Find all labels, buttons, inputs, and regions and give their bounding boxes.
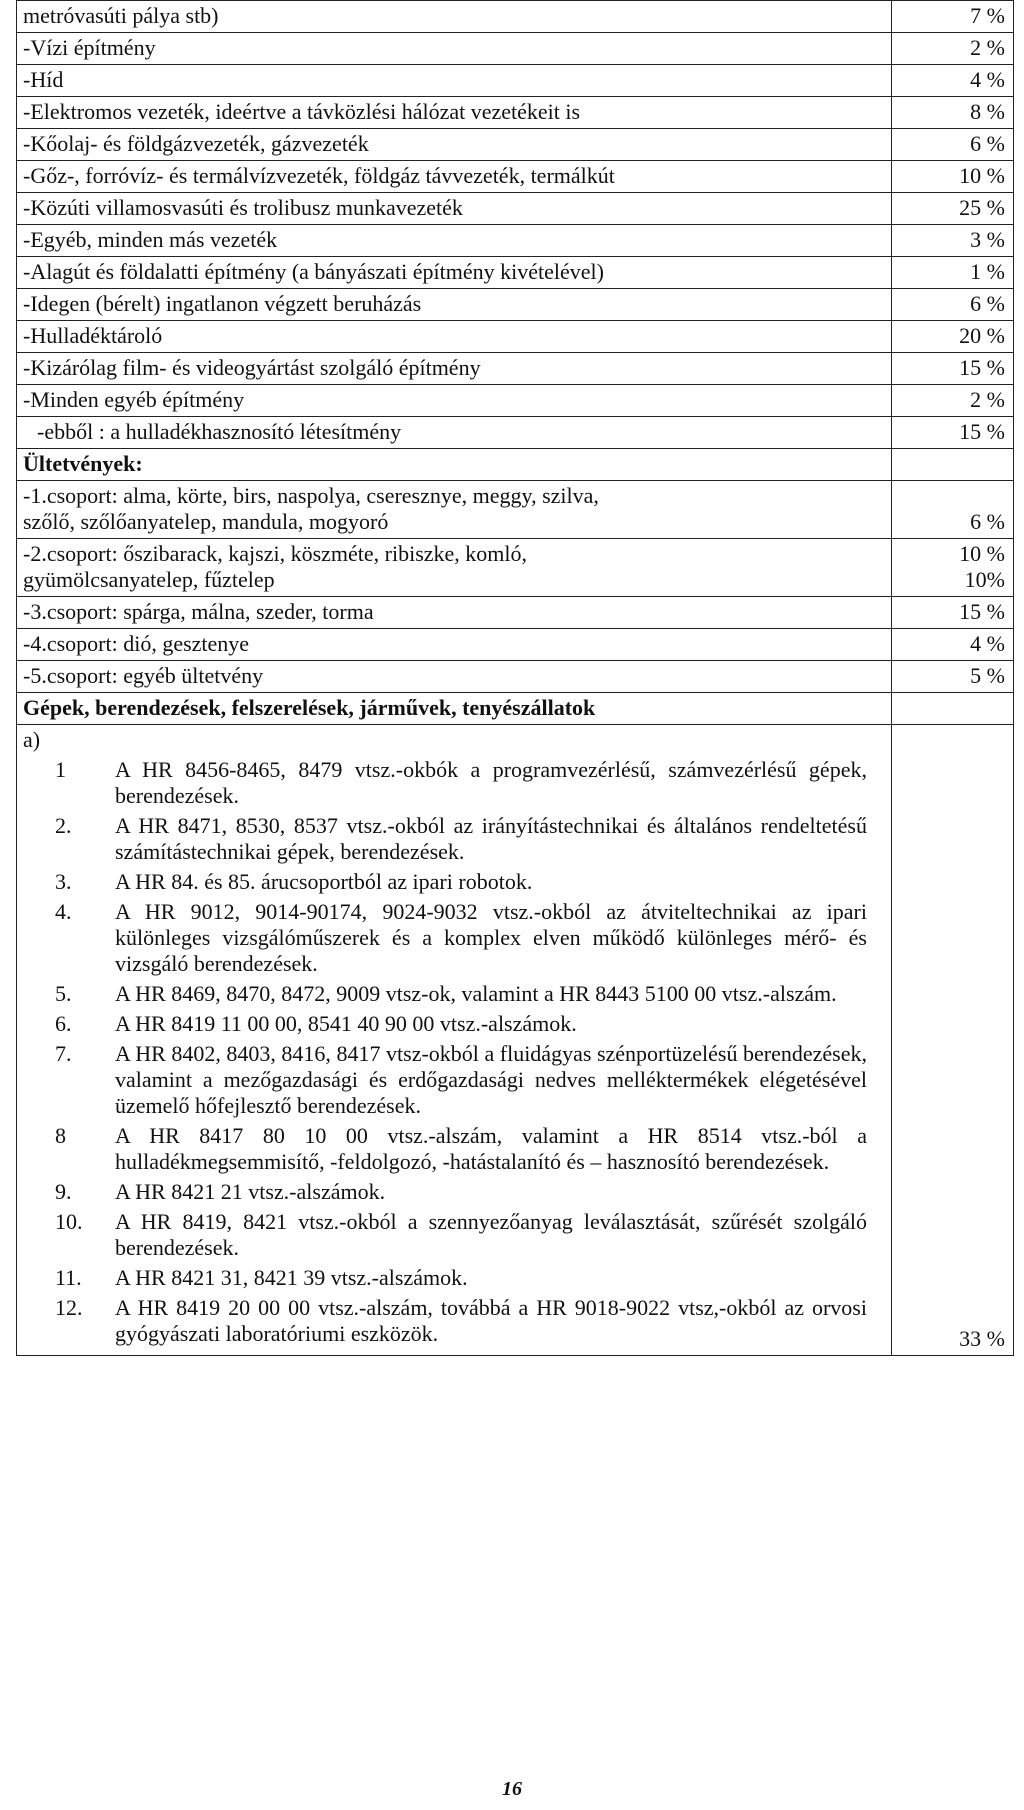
plantations-heading: Ültetvények:: [17, 449, 892, 481]
item-number: 7.: [55, 1041, 72, 1066]
item-number: 1: [55, 757, 66, 782]
list-item: [23, 1011, 869, 1037]
row-rate: 8 %: [891, 97, 1013, 129]
item-text: A HR 8469, 8470, 8472, 9009 vtsz-ok, valamint a HR 8443 5100 00 vtsz.-alszám.: [115, 981, 837, 1006]
list-item: [23, 899, 869, 977]
row-rate: 5 %: [891, 661, 1013, 693]
list-item: [23, 981, 869, 1007]
item-number: 3.: [55, 869, 72, 894]
list-item: [23, 1179, 869, 1205]
item-text: A HR 8421 21 vtsz.-alszámok.: [115, 1179, 386, 1204]
table-row: [17, 289, 1014, 321]
page-number: 16: [502, 1778, 522, 1800]
row-rate: 7 %: [891, 1, 1013, 33]
item-text: A HR 9012, 9014-90174, 9024-9032 vtsz.-okból az átviteltechnikai az ipari különleges vizsgálóműszerek és a komplex elven működő különleges mérő- és vizsgáló berendezések.: [115, 899, 867, 976]
item-text: A HR 8419 20 00 00 vtsz.-alszám, továbbá a HR 9018-9022 vtsz,-okból az orvosi gyógyászati laboratóriumi eszközök.: [115, 1295, 867, 1346]
item-number: 6.: [55, 1011, 72, 1036]
item-text: A HR 8419 11 00 00, 8541 40 90 00 vtsz.-alszámok.: [115, 1011, 577, 1036]
list-item: [23, 1123, 869, 1175]
list-item: [23, 1295, 869, 1347]
list-item: [23, 1265, 869, 1291]
row-rate: 15 %: [891, 417, 1013, 449]
row-rate: 4 %: [891, 65, 1013, 97]
group1-line2: szőlő, szőlőanyatelep, mandula, mogyoró: [23, 509, 389, 534]
list-item: [23, 1041, 869, 1119]
table-row: [17, 129, 1014, 161]
item-number: 4.: [55, 899, 72, 924]
row-rate: 20 %: [891, 321, 1013, 353]
table-row: [17, 661, 1014, 693]
table-row: [17, 539, 1014, 597]
item-number: 8: [55, 1123, 66, 1148]
row-rate: 25 %: [891, 193, 1013, 225]
table-row: [17, 193, 1014, 225]
row-rate: 10 %: [891, 161, 1013, 193]
depreciation-rate-table: [16, 0, 1014, 1356]
row-rate: 6 %: [891, 289, 1013, 321]
row-label: -Híd: [17, 65, 892, 97]
group2-line1: -2.csoport: őszibarack, kajszi, köszméte, ribiszke, komló,: [23, 541, 528, 566]
item-number: 12.: [55, 1295, 83, 1320]
section-heading-row: [17, 449, 1014, 481]
machine-list: [23, 757, 869, 1347]
table-row: [17, 97, 1014, 129]
row-rate: 15 %: [891, 597, 1013, 629]
row-label: -Gőz-, forróvíz- és termálvízvezeték, földgáz távvezeték, termálkút: [17, 161, 892, 193]
subsection-label: a): [23, 727, 41, 752]
table-row: [17, 385, 1014, 417]
row-label: -Kizárólag film- és videogyártást szolgáló építmény: [17, 353, 892, 385]
row-label: -3.csoport: spárga, málna, szeder, torma: [17, 597, 892, 629]
row-label: -Hulladéktároló: [17, 321, 892, 353]
row-label: -4.csoport: dió, gesztenye: [17, 629, 892, 661]
row-label: -Elektromos vezeték, ideértve a távközlési hálózat vezetékeit is: [17, 97, 892, 129]
row-rate: 10 %: [959, 541, 1005, 566]
row-label: -ebből : a hulladékhasznosító létesítmény: [37, 419, 402, 444]
row-rate: 10%: [964, 567, 1005, 592]
table-row: [17, 417, 1014, 449]
row-label: -Kőolaj- és földgázvezeték, gázvezeték: [17, 129, 892, 161]
item-text: A HR 8456-8465, 8479 vtsz.-okbók a programvezérlésű, számvezérlésű gépek, berendezések.: [115, 757, 867, 808]
row-rate: 6 %: [891, 129, 1013, 161]
row-label: -Minden egyéb építmény: [17, 385, 892, 417]
table-row: [17, 257, 1014, 289]
row-rate: 2 %: [891, 33, 1013, 65]
table-row: [17, 225, 1014, 257]
group1-line1: -1.csoport: alma, körte, birs, naspolya, cseresznye, meggy, szilva,: [23, 483, 599, 508]
machines-list-row: [17, 725, 1014, 1356]
item-text: A HR 8417 80 10 00 vtsz.-alszám, valamint a HR 8514 vtsz.-ból a hulladékmegsemmisítő, -feldolgozó, -hatástalanító és – hasznosító berendezések.: [115, 1123, 867, 1174]
row-rate: 6 %: [891, 481, 1013, 539]
row-rate: 3 %: [891, 225, 1013, 257]
item-text: A HR 84. és 85. árucsoportból az ipari robotok.: [115, 869, 533, 894]
item-number: 11.: [55, 1265, 82, 1290]
row-label: -5.csoport: egyéb ültetvény: [17, 661, 892, 693]
item-number: 5.: [55, 981, 72, 1006]
group2-line2: gyümölcsanyatelep, fűztelep: [23, 567, 275, 592]
row-label: -Közúti villamosvasúti és trolibusz munkavezeték: [17, 193, 892, 225]
list-item: [23, 813, 869, 865]
section-heading-row: [17, 693, 1014, 725]
row-label: -Alagút és földalatti építmény (a bányászati építmény kivételével): [17, 257, 892, 289]
row-label: -Idegen (bérelt) ingatlanon végzett beruházás: [17, 289, 892, 321]
table-row: [17, 353, 1014, 385]
table-row: [17, 629, 1014, 661]
row-label: -Vízi építmény: [17, 33, 892, 65]
item-text: A HR 8402, 8403, 8416, 8417 vtsz-okból a fluidágyas szénportüzelésű berendezések, valamint a mezőgazdasági és erdőgazdasági nedves melléktermékek elégetésével üzemelő hőfejlesztő berendezések.: [115, 1041, 867, 1118]
item-text: A HR 8471, 8530, 8537 vtsz.-okból az irányítástechnikai és általános rendeltetésű számítástechnikai gépek, berendezések.: [115, 813, 867, 864]
table-row: [17, 33, 1014, 65]
machines-rate: 33 %: [891, 725, 1013, 1356]
row-rate: 1 %: [891, 257, 1013, 289]
item-text: A HR 8421 31, 8421 39 vtsz.-alszámok.: [115, 1265, 468, 1290]
item-text: A HR 8419, 8421 vtsz.-okból a szennyezőanyag leválasztását, szűrését szolgáló berendezések.: [115, 1209, 867, 1260]
row-rate: 2 %: [891, 385, 1013, 417]
table-row: [17, 65, 1014, 97]
table-row: [17, 597, 1014, 629]
item-number: 10.: [55, 1209, 83, 1234]
table-row: [17, 1, 1014, 33]
list-item: [23, 757, 869, 809]
table-row: [17, 481, 1014, 539]
list-item: [23, 869, 869, 895]
list-item: [23, 1209, 869, 1261]
row-rate: 4 %: [891, 629, 1013, 661]
machines-heading: Gépek, berendezések, felszerelések, járművek, tenyészállatok: [17, 693, 892, 725]
table-row: [17, 161, 1014, 193]
row-rate: 15 %: [891, 353, 1013, 385]
row-label: -Egyéb, minden más vezeték: [17, 225, 892, 257]
row-label: metróvasúti pálya stb): [17, 1, 892, 33]
table-row: [17, 321, 1014, 353]
item-number: 2.: [55, 813, 72, 838]
item-number: 9.: [55, 1179, 72, 1204]
